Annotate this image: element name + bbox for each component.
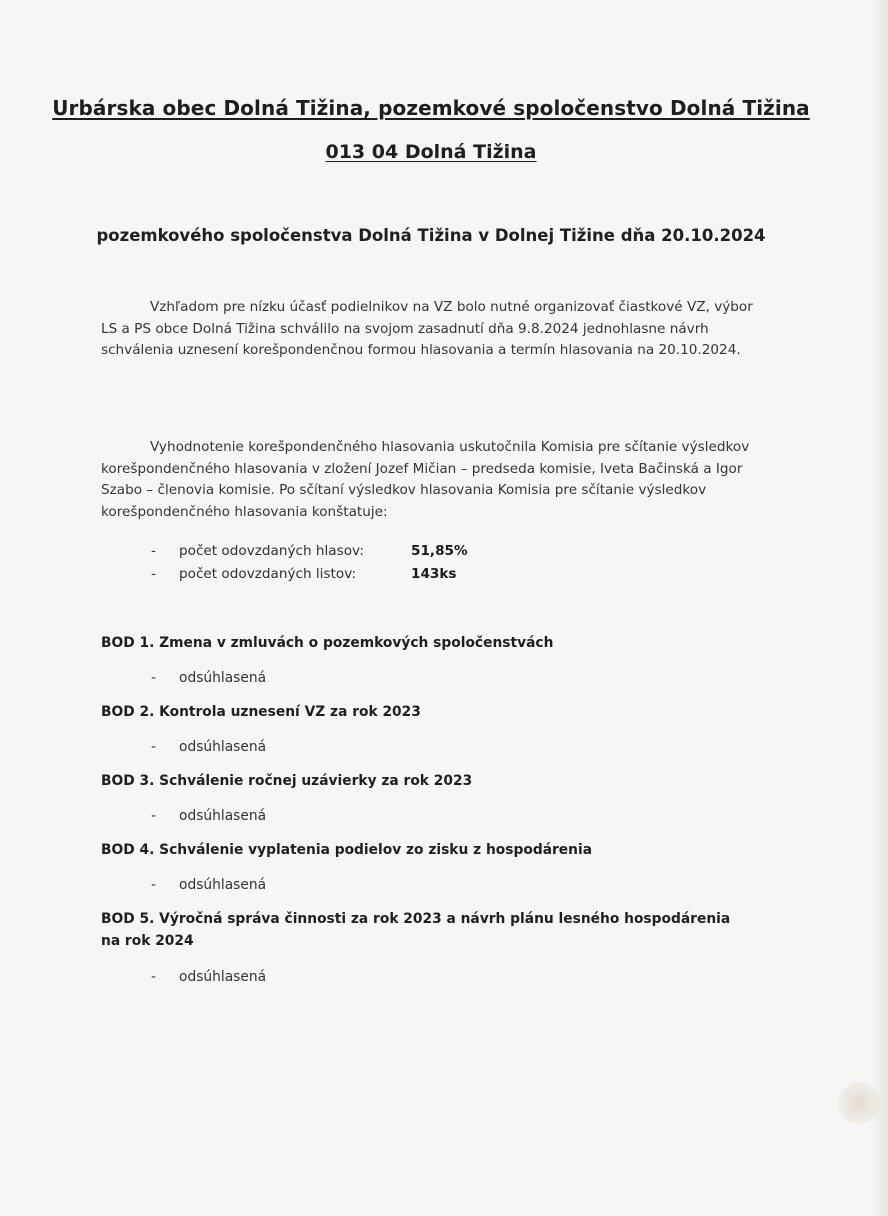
agenda-item-3-heading: BOD 3. Schválenie ročnej uzávierky za rok 2023 (101, 773, 473, 789)
list-dash: - (151, 969, 156, 985)
document-subtitle: pozemkového spoločenstva Dolná Tižina v Dolnej Tižine dňa 20.10.2024 (96, 226, 766, 245)
list-dash: - (151, 808, 156, 824)
list-dash: - (151, 877, 156, 893)
agenda-item-2-heading: BOD 2. Kontrola uznesení VZ za rok 2023 (101, 704, 421, 720)
list-dash: - (151, 739, 156, 755)
intro-paragraph (101, 297, 763, 362)
intro-paragraph-text: Vzhľadom pre nízku účasť podielnikov na VZ bolo nutné organizovať čiastkové VZ, výbor LS a PS obce Dolná Tižina schválilo na svojom zasadnutí dňa 9.8.2024 jednohlasne návrh schválenia uznesení korešpondenčnou formou hlasovania a termín hlasovania na 20.10.2024. (101, 299, 753, 359)
document-title: Urbárska obec Dolná Tižina, pozemkové spoločenstvo Dolná Tižina (52, 96, 810, 120)
agenda-item-3-result (151, 806, 266, 826)
results-paragraph (101, 437, 763, 523)
list-dash: - (151, 566, 156, 582)
scan-edge-shadow (872, 0, 888, 1216)
stat-value: 51,85% (411, 543, 468, 559)
stat-row-ballots (151, 564, 457, 584)
result-text: odsúhlasená (179, 739, 267, 755)
results-paragraph-text: Vyhodnotenie korešpondenčného hlasovania uskutočnila Komisia pre sčítanie výsledkov korešpondenčného hlasovania v zložení Jozef Mičian – predseda komisie, Iveta Bačinská a Igor Szabo – členovia komisie. Po sčítaní výsledkov hlasovania Komisia pre sčítanie výsledkov korešpondenčného hlasovania konštatuje: (101, 439, 750, 520)
stat-label: počet odovzdaných listov: (179, 566, 357, 582)
agenda-item-1-result (151, 668, 266, 688)
stat-row-votes (151, 541, 468, 561)
agenda-item-5-heading: BOD 5. Výročná správa činnosti za rok 2023 a návrh plánu lesného hospodárenia na rok 2024 (101, 911, 731, 949)
result-text: odsúhlasená (179, 808, 267, 824)
stat-label: počet odovzdaných hlasov: (179, 543, 364, 559)
agenda-item-1-heading: BOD 1. Zmena v zmluvách o pozemkových spoločenstvách (101, 635, 554, 651)
agenda-item-2-result (151, 737, 266, 757)
list-dash: - (151, 543, 156, 559)
result-text: odsúhlasená (179, 969, 267, 985)
list-dash: - (151, 670, 156, 686)
agenda-item-4-heading: BOD 4. Schválenie vyplatenia podielov zo zisku z hospodárenia (101, 842, 593, 858)
result-text: odsúhlasená (179, 877, 267, 893)
agenda-item-4-result (151, 875, 266, 895)
paper-stain (838, 1082, 880, 1124)
stat-value: 143ks (411, 566, 457, 582)
result-text: odsúhlasená (179, 670, 267, 686)
document-address: 013 04 Dolná Tižina (325, 141, 537, 163)
agenda-item-5-result (151, 967, 266, 987)
